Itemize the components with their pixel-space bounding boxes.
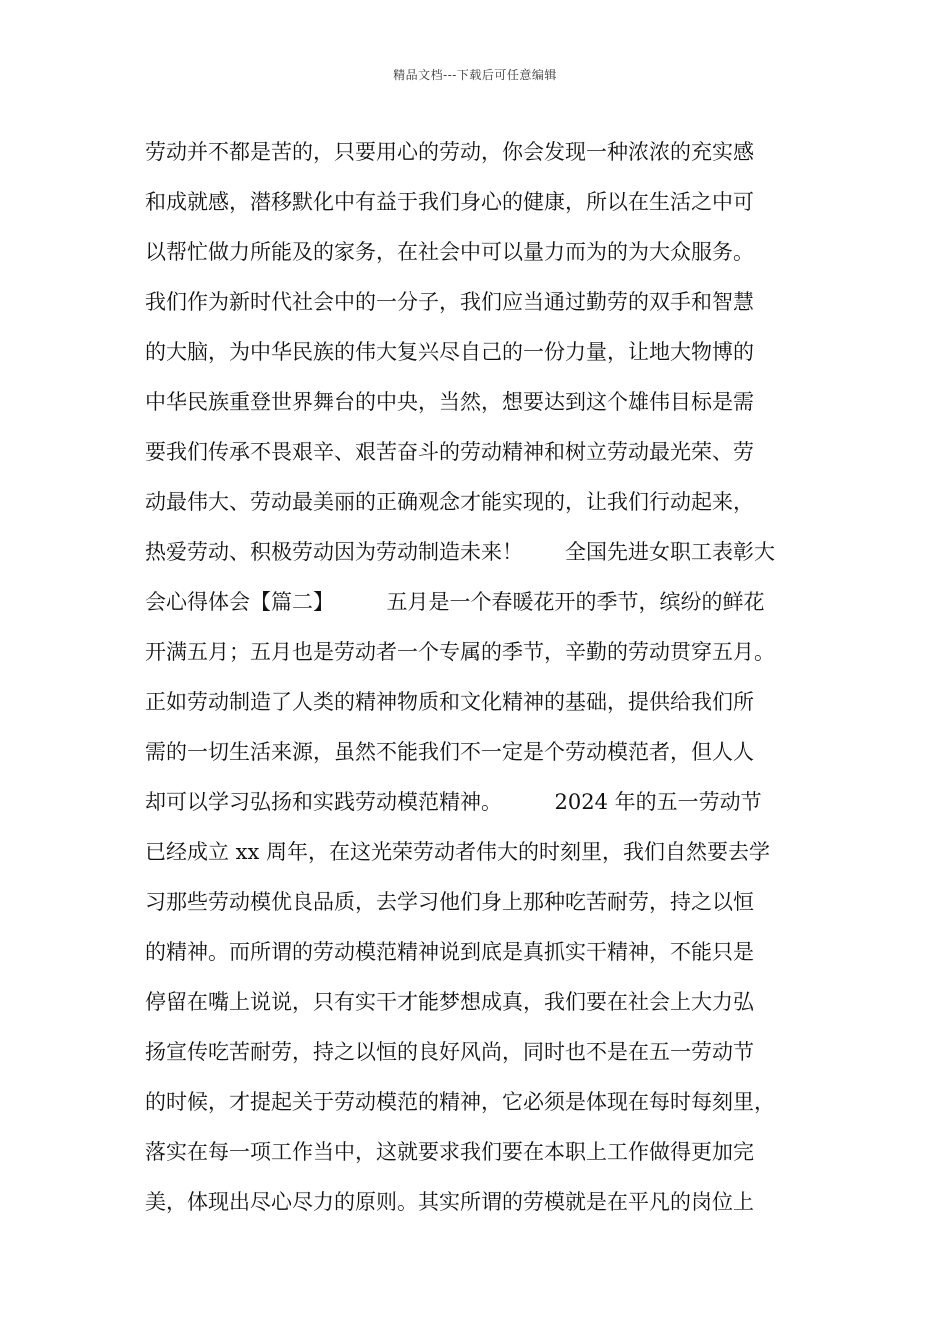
- text-line: 扬宣传吃苦耐劳，持之以恒的良好风尚，同时也不是在五一劳动节: [145, 1040, 754, 1064]
- text-line: 中华民族重登世界舞台的中央，当然，想要达到这个雄伟目标是需: [145, 390, 754, 414]
- text-line: 习那些劳动模优良品质，去学习他们身上那种吃苦耐劳，持之以恒: [145, 890, 754, 914]
- page-header: 精品文档---下载后可任意编辑: [393, 68, 557, 82]
- text-line: 需的一切生活来源，虽然不能我们不一定是个劳动模范者，但人人: [145, 740, 754, 764]
- text-line: 开满五月；五月也是劳动者一个专属的季节，辛勤的劳动贯穿五月。: [145, 640, 775, 664]
- body-text: [145, 130, 825, 1230]
- text-line: 以帮忙做力所能及的家务，在社会中可以量力而为的为大众服务。: [145, 240, 754, 264]
- text-line: 美，体现出尽心尽力的原则。其实所谓的劳模就是在平凡的岗位上: [145, 1190, 754, 1214]
- text-line: 停留在嘴上说说，只有实干才能梦想成真，我们要在社会上大力弘: [145, 990, 754, 1014]
- text-line: 和成就感，潜移默化中有益于我们身心的健康，所以在生活之中可: [145, 190, 754, 214]
- text-line: 正如劳动制造了人类的精神物质和文化精神的基础，提供给我们所: [145, 690, 754, 714]
- text-line: 的时候，才提起关于劳动模范的精神，它必须是体现在每时每刻里，: [145, 1090, 775, 1114]
- text-line: 会心得体会【篇二】 五月是一个春暖花开的季节，缤纷的鲜花: [145, 590, 765, 614]
- text-line: 已经成立 xx 周年，在这光荣劳动者伟大的时刻里，我们自然要去学: [145, 840, 771, 864]
- text-line: 要我们传承不畏艰辛、艰苦奋斗的劳动精神和树立劳动最光荣、劳: [145, 440, 754, 464]
- text-line: 热爱劳动、积极劳动因为劳动制造未来！ 全国先进女职工表彰大: [145, 540, 775, 564]
- text-line: 我们作为新时代社会中的一分子，我们应当通过勤劳的双手和智慧: [145, 290, 754, 314]
- text-line: 的大脑，为中华民族的伟大复兴尽自己的一份力量，让地大物博的: [145, 340, 754, 364]
- text-line: 的精神。而所谓的劳动模范精神说到底是真抓实干精神，不能只是: [145, 940, 754, 964]
- text-line: 落实在每一项工作当中，这就要求我们要在本职上工作做得更加完: [145, 1140, 754, 1164]
- text-line: 却可以学习弘扬和实践劳动模范精神。 2024 年的五一劳动节: [145, 790, 762, 814]
- text-line: 劳动并不都是苦的，只要用心的劳动，你会发现一种浓浓的充实感: [145, 140, 754, 164]
- text-line: 动最伟大、劳动最美丽的正确观念才能实现的，让我们行动起来，: [145, 490, 754, 514]
